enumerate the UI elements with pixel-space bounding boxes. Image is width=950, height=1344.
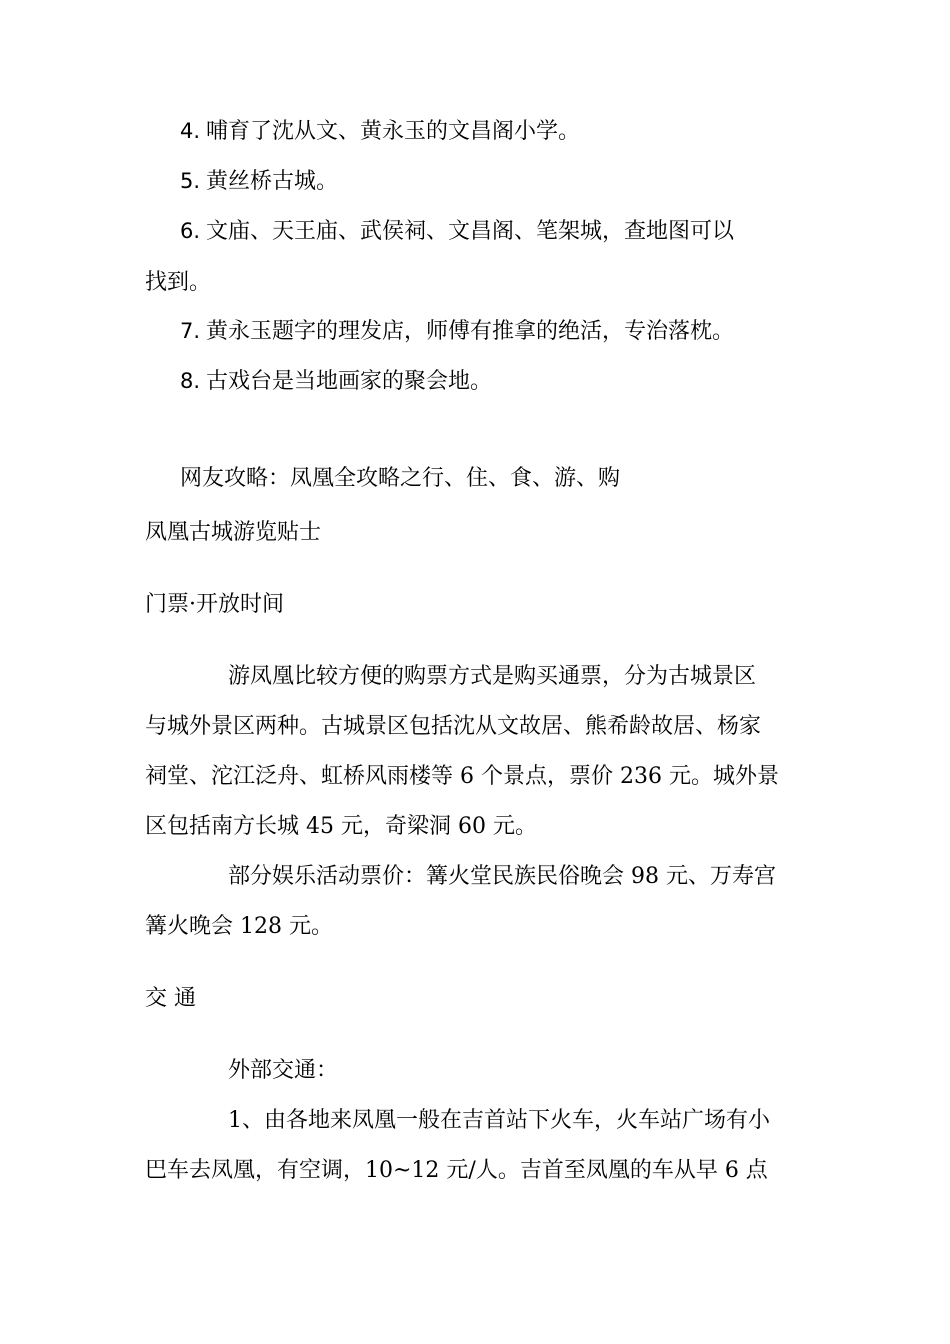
sub-heading-external-transport: 外部交通： [228, 1058, 339, 1083]
paragraph-line: 巴车去凤凰，有空调，10~12 元/人。吉首至凤凰的车从早 6 点 [145, 1158, 768, 1183]
list-item-text: 黄丝桥古城。 [206, 169, 339, 194]
list-item [180, 366, 845, 397]
list-item-number: 5. [180, 169, 201, 193]
paragraph-line: 与城外景区两种。古城景区包括沈从文故居、熊希龄故居、杨家 [145, 714, 762, 739]
list-item-number: 7. [180, 319, 201, 343]
section-heading-transport: 交 通 [145, 986, 196, 1011]
list-item-number: 6. [180, 219, 201, 243]
list-item-continuation: 找到。 [145, 270, 212, 295]
paragraph-line: 祠堂、沱江泛舟、虹桥风雨楼等 6 个景点，票价 236 元。城外景 [145, 764, 779, 789]
paragraph-line: 1、由各地来凤凰一般在吉首站下火车，火车站广场有小 [228, 1108, 770, 1133]
list-item [180, 316, 845, 347]
list-item-number: 8. [180, 369, 201, 393]
list-item [180, 216, 845, 247]
guide-heading: 网友攻略：凤凰全攻略之行、住、食、游、购 [180, 466, 621, 491]
list-item-text: 哺育了沈从文、黄永玉的文昌阁小学。 [206, 119, 581, 144]
paragraph-line: 篝火晚会 128 元。 [145, 914, 333, 939]
section-heading-tickets: 门票·开放时间 [145, 592, 284, 617]
list-item [180, 116, 845, 147]
tips-title: 凤凰古城游览贴士 [145, 520, 322, 545]
list-item-text: 文庙、天王庙、武侯祠、文昌阁、笔架城，查地图可以 [206, 219, 735, 244]
list-item [180, 166, 845, 197]
paragraph-line: 游凤凰比较方便的购票方式是购买通票，分为古城景区 [228, 664, 757, 689]
paragraph-line: 部分娱乐活动票价：篝火堂民族民俗晚会 98 元、万寿宫 [228, 864, 776, 889]
paragraph-line: 区包括南方长城 45 元，奇梁洞 60 元。 [145, 814, 537, 839]
list-item-number: 4. [180, 119, 201, 143]
list-item-text: 古戏台是当地画家的聚会地。 [206, 369, 493, 394]
list-item-text: 黄永玉题字的理发店，师傅有推拿的绝活，专治落枕。 [206, 319, 735, 344]
